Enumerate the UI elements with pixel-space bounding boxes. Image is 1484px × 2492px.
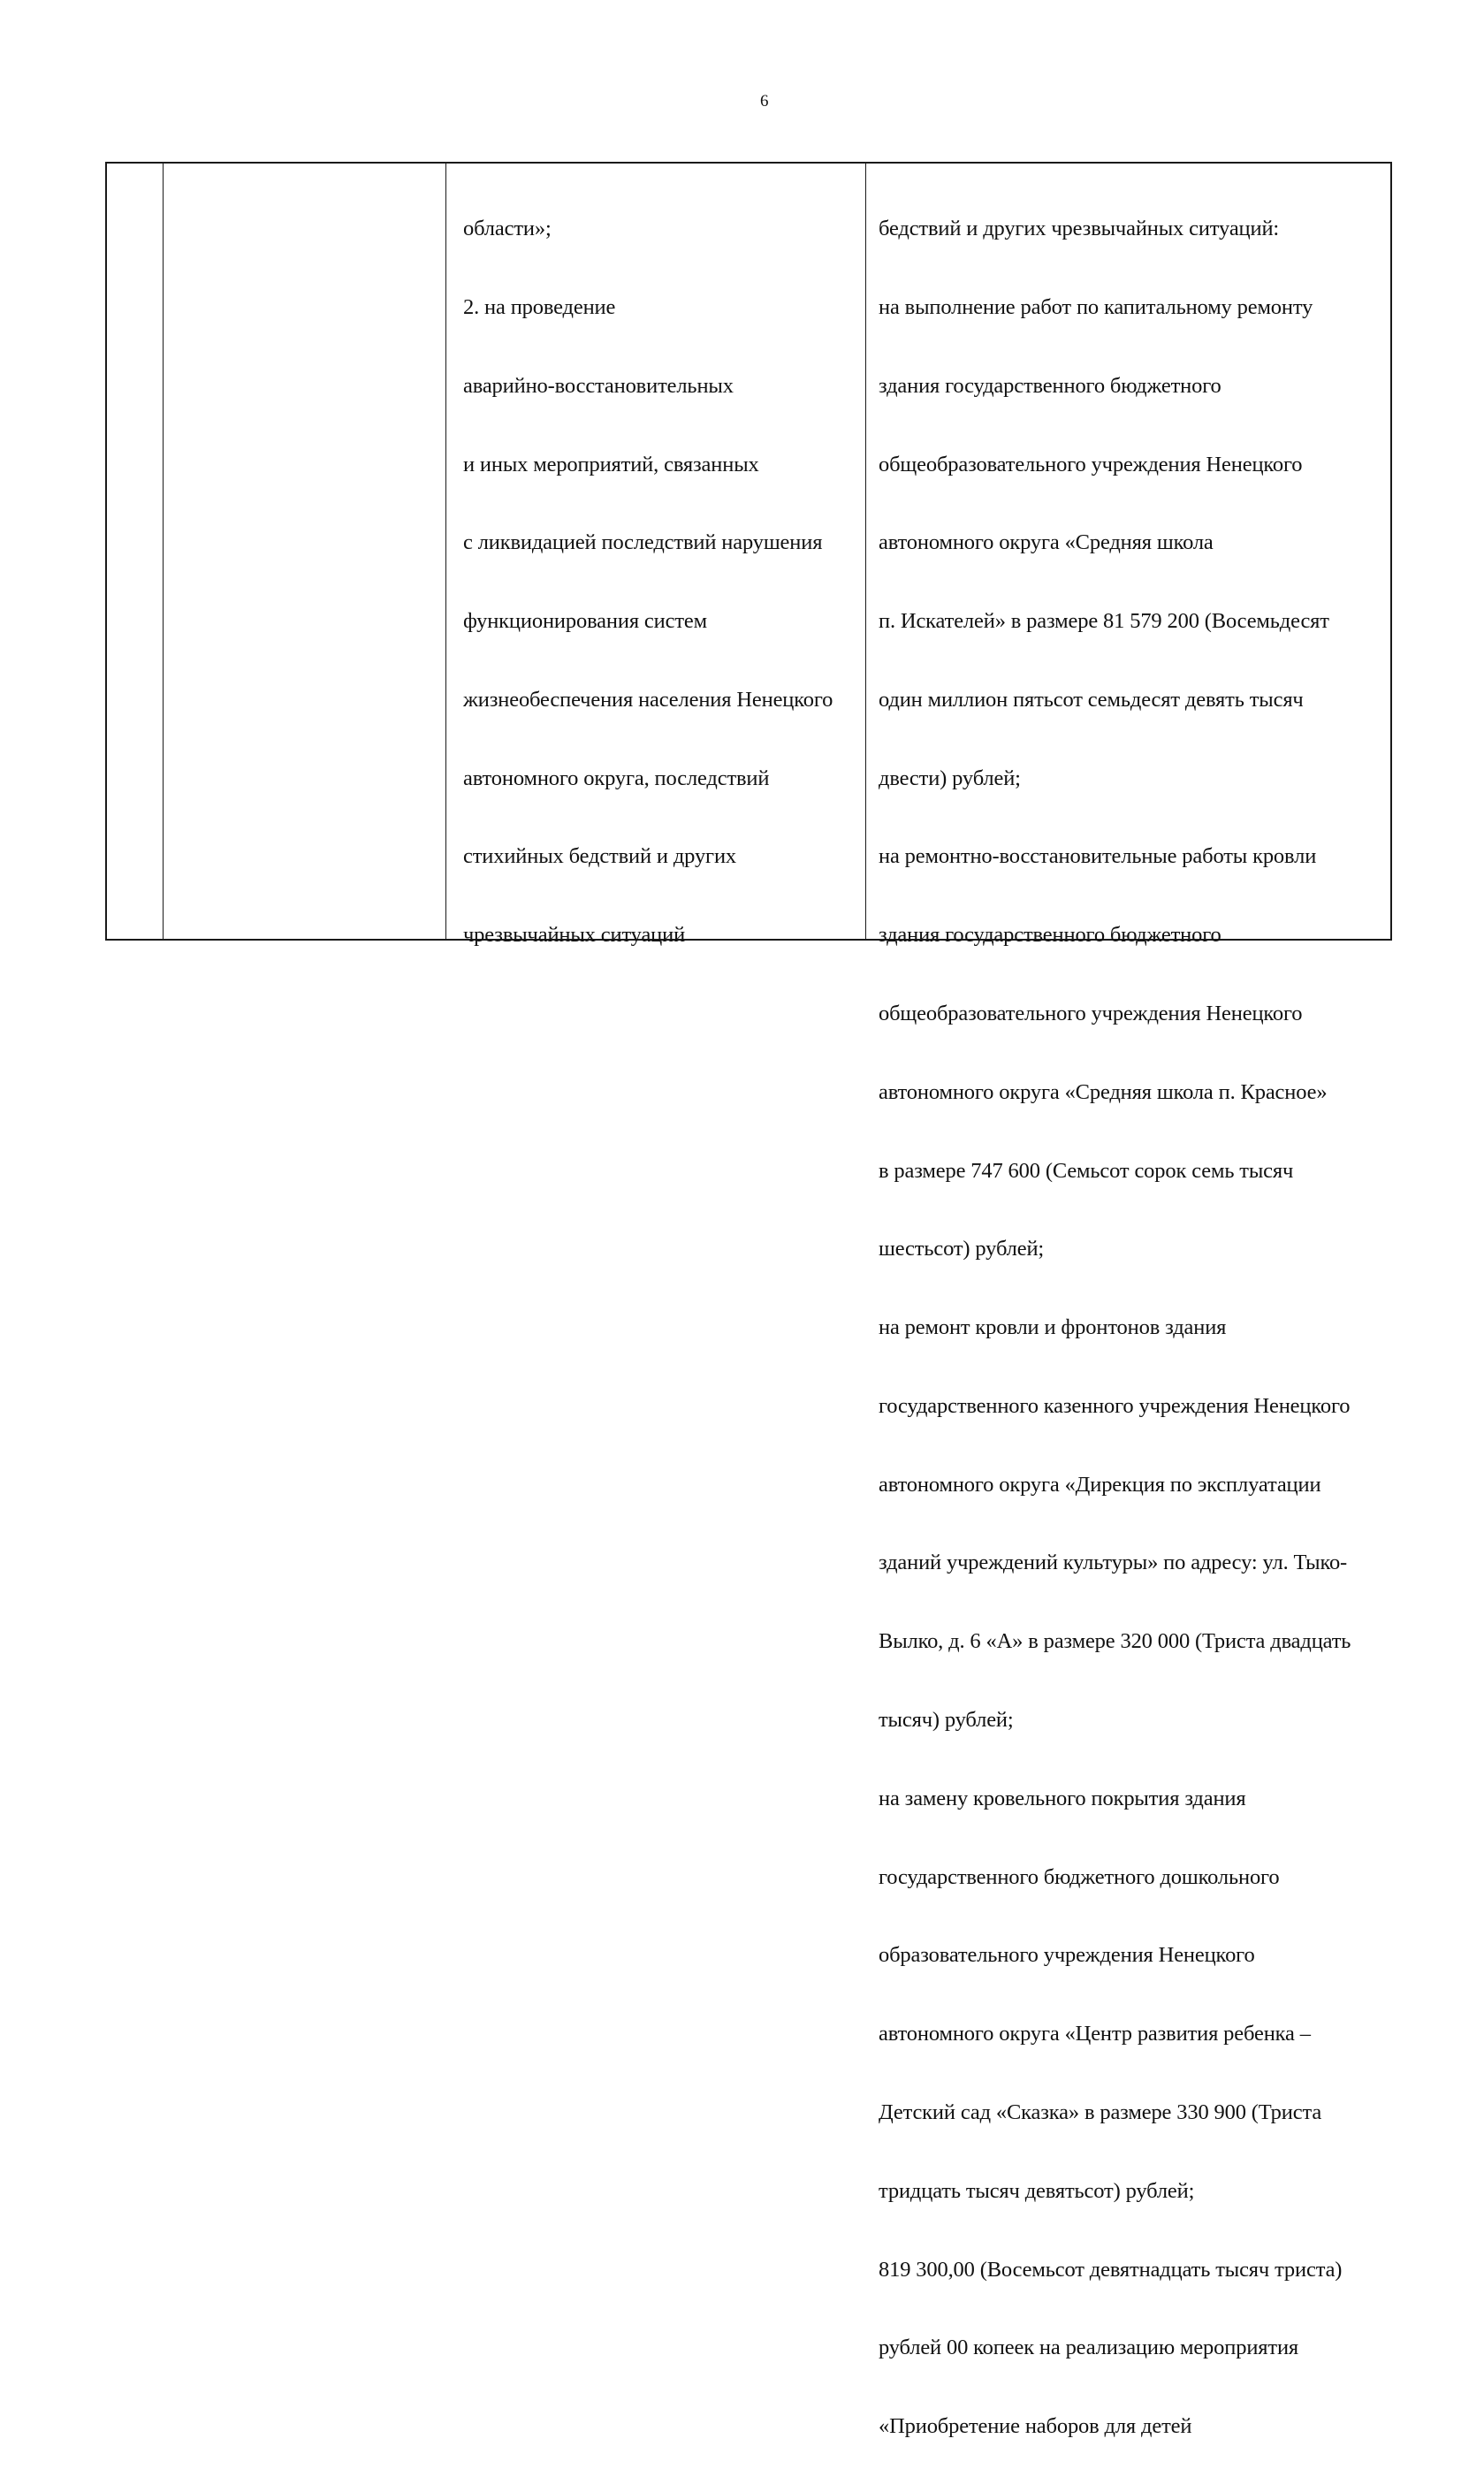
text-line: на ремонт кровли и фронтонов здания — [879, 1315, 1227, 1340]
text-line: автономного округа, последствий — [463, 766, 770, 790]
text-line: общеобразовательного учреждения Ненецкого — [879, 452, 1303, 476]
text-line: один миллион пятьсот семьдесят девять тысяч — [879, 687, 1304, 712]
text-line: государственного бюджетного дошкольного — [879, 1864, 1280, 1889]
text-line: аварийно-восстановительных — [463, 373, 734, 398]
text-line: здания государственного бюджетного — [879, 923, 1221, 948]
text-line: двести) рублей; — [879, 766, 1021, 790]
table-cell-description — [463, 164, 856, 1001]
column-divider-2 — [445, 164, 446, 939]
text-line: области»; — [463, 217, 552, 241]
text-line: «Приобретение наборов для детей — [879, 2414, 1192, 2439]
page-number: 6 — [760, 92, 769, 111]
text-line: и иных мероприятий, связанных — [463, 452, 759, 476]
text-line: на выполнение работ по капитальному ремонту — [879, 294, 1313, 319]
text-line: рублей 00 копеек на реализацию мероприятия — [879, 2336, 1299, 2360]
text-line: образовательного учреждения Ненецкого — [879, 1943, 1255, 1968]
text-line: на ремонтно-восстановительные работы кровли — [879, 844, 1317, 869]
text-line: здания государственного бюджетного — [879, 373, 1221, 398]
text-line: 819 300,00 (Восемьсот девятнадцать тысяч триста) — [879, 2257, 1343, 2282]
column-divider-3 — [865, 164, 866, 939]
text-line: бедствий и других чрезвычайных ситуаций: — [879, 217, 1280, 241]
text-line: жизнеобеспечения населения Ненецкого — [463, 687, 833, 712]
text-line: автономного округа «Центр развития ребенка – — [879, 2022, 1311, 2046]
text-line: тридцать тысяч девятьсот) рублей; — [879, 2178, 1195, 2203]
text-line: автономного округа «Средняя школа — [879, 530, 1214, 555]
text-line: в размере 747 600 (Семьсот сорок семь тысяч — [879, 1158, 1294, 1183]
text-line: п. Искателей» в размере 81 579 200 (Восемьдесят — [879, 609, 1329, 634]
document-table — [105, 162, 1392, 2439]
text-line: Вылко, д. 6 «А» в размере 320 000 (Триста двадцать — [879, 1629, 1351, 1654]
text-line: на замену кровельного покрытия здания — [879, 1786, 1246, 1810]
text-line: функционирования систем — [463, 609, 707, 634]
text-line: автономного округа «Дирекция по эксплуатации — [879, 1472, 1321, 1497]
text-line: шестьсот) рублей; — [879, 1237, 1045, 1261]
text-line: автономного округа «Средняя школа п. Красное» — [879, 1079, 1328, 1104]
table-cell-details — [879, 164, 1391, 2492]
text-line: государственного казенного учреждения Ненецкого — [879, 1393, 1351, 1418]
column-divider-1 — [163, 164, 164, 939]
text-line: общеобразовательного учреждения Ненецкого — [879, 1002, 1303, 1025]
text-line: тысяч) рублей; — [879, 1708, 1014, 1733]
text-line: с ликвидацией последствий нарушения — [463, 530, 823, 555]
text-line: зданий учреждений культуры» по адресу: ул. Тыко- — [879, 1551, 1348, 1575]
text-line: стихийных бедствий и других — [463, 844, 737, 869]
text-line: Детский сад «Сказка» в размере 330 900 (Триста — [879, 2100, 1322, 2124]
text-line: чрезвычайных ситуаций — [463, 923, 686, 948]
text-line: 2. на проведение — [463, 294, 616, 319]
